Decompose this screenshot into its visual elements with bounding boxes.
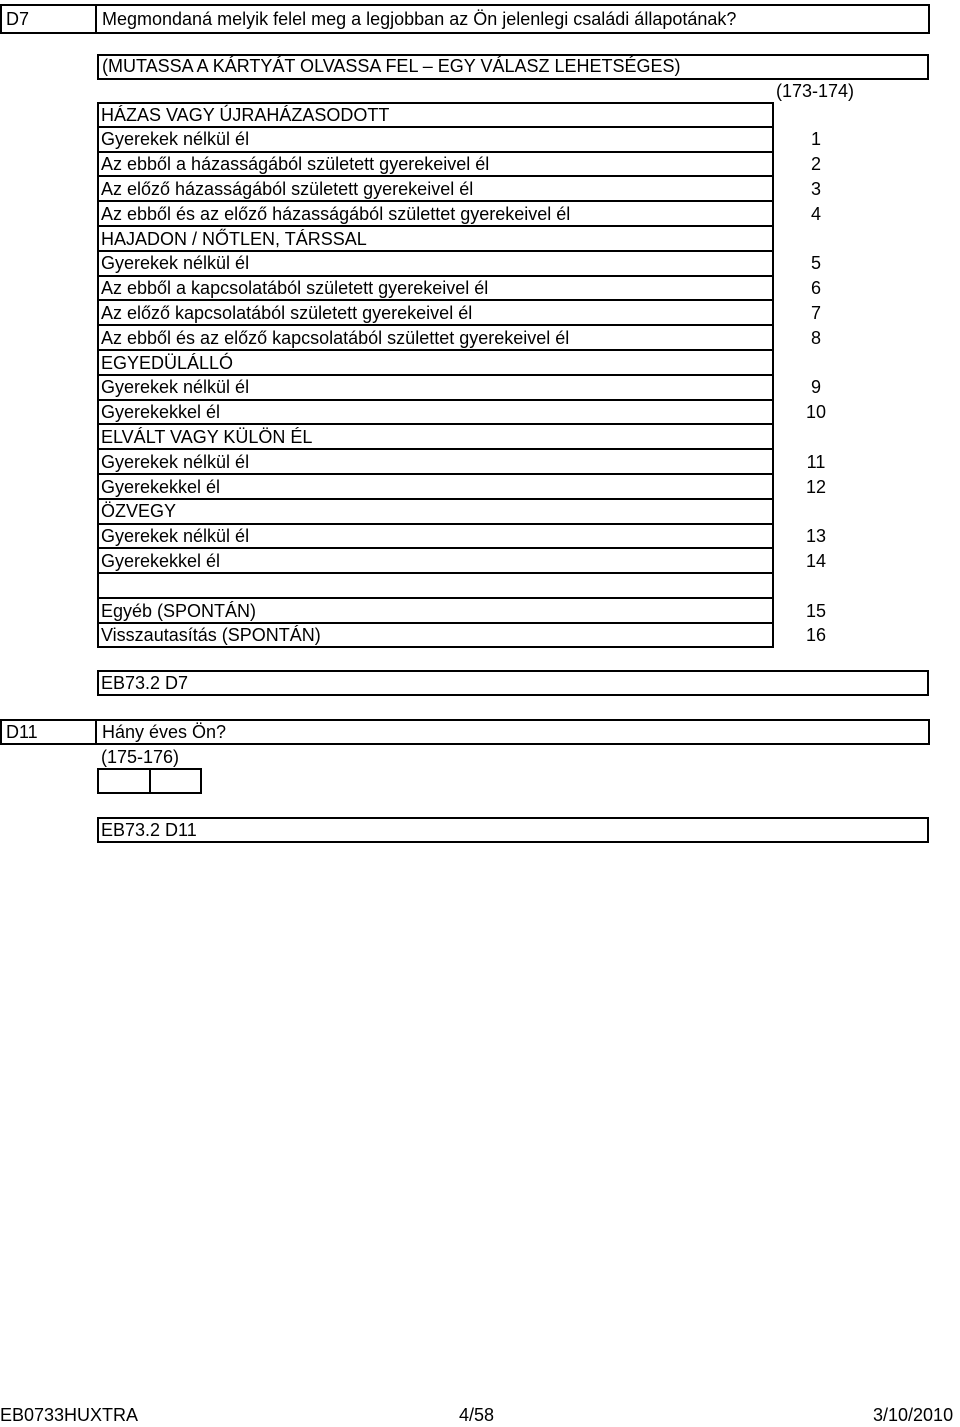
answer-option-label: Gyerekekkel él <box>101 550 221 571</box>
answer-option-code[interactable]: 4 <box>810 203 821 224</box>
footer-date: 3/10/2010 <box>873 1405 954 1425</box>
row-divider <box>97 572 774 574</box>
answer-option-label: Az ebből a kapcsolatából született gyerekeivel él <box>101 278 489 299</box>
answer-option-label: Az ebből a házasságából született gyerekeivel él <box>101 154 490 175</box>
footer-doc-code: EB0733HUXTRA <box>0 1405 139 1425</box>
d11-column-numbers: (175-176) <box>101 747 180 767</box>
answer-option-code[interactable]: 6 <box>810 278 821 299</box>
answer-option-label: HAJADON / NŐTLEN, TÁRSSAL <box>101 228 367 249</box>
answer-option-label: EGYEDÜLÁLLÓ <box>101 352 234 373</box>
answer-option-code[interactable]: 10 <box>805 402 827 423</box>
d11-age-digit-1[interactable] <box>97 768 151 794</box>
d7-reference: EB73.2 D7 <box>101 673 189 693</box>
answer-option-label: Egyéb (SPONTÁN) <box>101 600 257 621</box>
answer-option-code[interactable]: 12 <box>805 476 827 497</box>
d11-question-text: Hány éves Ön? <box>102 722 227 742</box>
answer-option-label: Gyerekek nélkül él <box>101 253 250 274</box>
answer-option-label: Gyerekek nélkül él <box>101 129 250 150</box>
answer-option-code[interactable]: 16 <box>805 625 827 646</box>
answer-option-label: Az ebből és az előző házasságából születtet gyerekeivel él <box>101 203 571 224</box>
answer-option-label: ÖZVEGY <box>101 501 177 522</box>
answer-option-label: Az ebből és az előző kapcsolatából születtet gyerekeivel él <box>101 327 570 348</box>
answer-option-code[interactable]: 3 <box>810 178 821 199</box>
answer-option-label: Visszautasítás (SPONTÁN) <box>101 625 321 646</box>
answer-option-code[interactable]: 14 <box>805 550 827 571</box>
answer-option-label: Az előző házasságából született gyerekeivel él <box>101 178 474 199</box>
answer-option-label: HÁZAS VAGY ÚJRAHÁZASODOTT <box>101 104 390 125</box>
answer-option-code[interactable]: 1 <box>810 129 821 150</box>
d11-header-divider <box>95 719 97 745</box>
d7-question-text: Megmondaná melyik felel meg a legjobban az Ön jelenlegi családi állapotának? <box>102 9 737 29</box>
d11-age-digit-2[interactable] <box>149 768 202 794</box>
d7-reference-box <box>97 670 929 696</box>
footer-page-number: 4/58 <box>459 1405 495 1425</box>
answer-option-label: Gyerekekkel él <box>101 476 221 497</box>
d7-question-id: D7 <box>6 9 30 29</box>
answer-option-label: Gyerekekkel él <box>101 402 221 423</box>
answer-option-label: Az előző kapcsolatából született gyerekeivel él <box>101 302 473 323</box>
answer-option-code[interactable]: 11 <box>806 451 826 472</box>
answer-option-label: Gyerekek nélkül él <box>101 451 250 472</box>
answer-option-code[interactable]: 7 <box>810 302 821 323</box>
answer-option-code[interactable]: 8 <box>810 327 821 348</box>
d7-column-numbers: (173-174) <box>776 81 855 101</box>
d7-header-divider <box>95 4 97 34</box>
answer-option-label: Gyerekek nélkül él <box>101 377 250 398</box>
answer-option-label: ELVÁLT VAGY KÜLÖN ÉL <box>101 426 313 447</box>
answer-option-label: Gyerekek nélkül él <box>101 526 250 547</box>
d7-instruction: (MUTASSA A KÁRTYÁT OLVASSA FEL – EGY VÁLASZ LEHETSÉGES) <box>102 56 681 76</box>
answer-option-code[interactable]: 9 <box>810 377 821 398</box>
row-divider <box>97 498 774 500</box>
answer-option-code[interactable]: 2 <box>810 154 821 175</box>
d11-reference: EB73.2 D11 <box>101 820 197 840</box>
answer-option-code[interactable]: 15 <box>805 600 827 621</box>
d11-question-id: D11 <box>6 722 38 742</box>
d11-reference-box <box>97 817 929 843</box>
answer-option-code[interactable]: 13 <box>805 526 827 547</box>
answer-option-code[interactable]: 5 <box>810 253 821 274</box>
